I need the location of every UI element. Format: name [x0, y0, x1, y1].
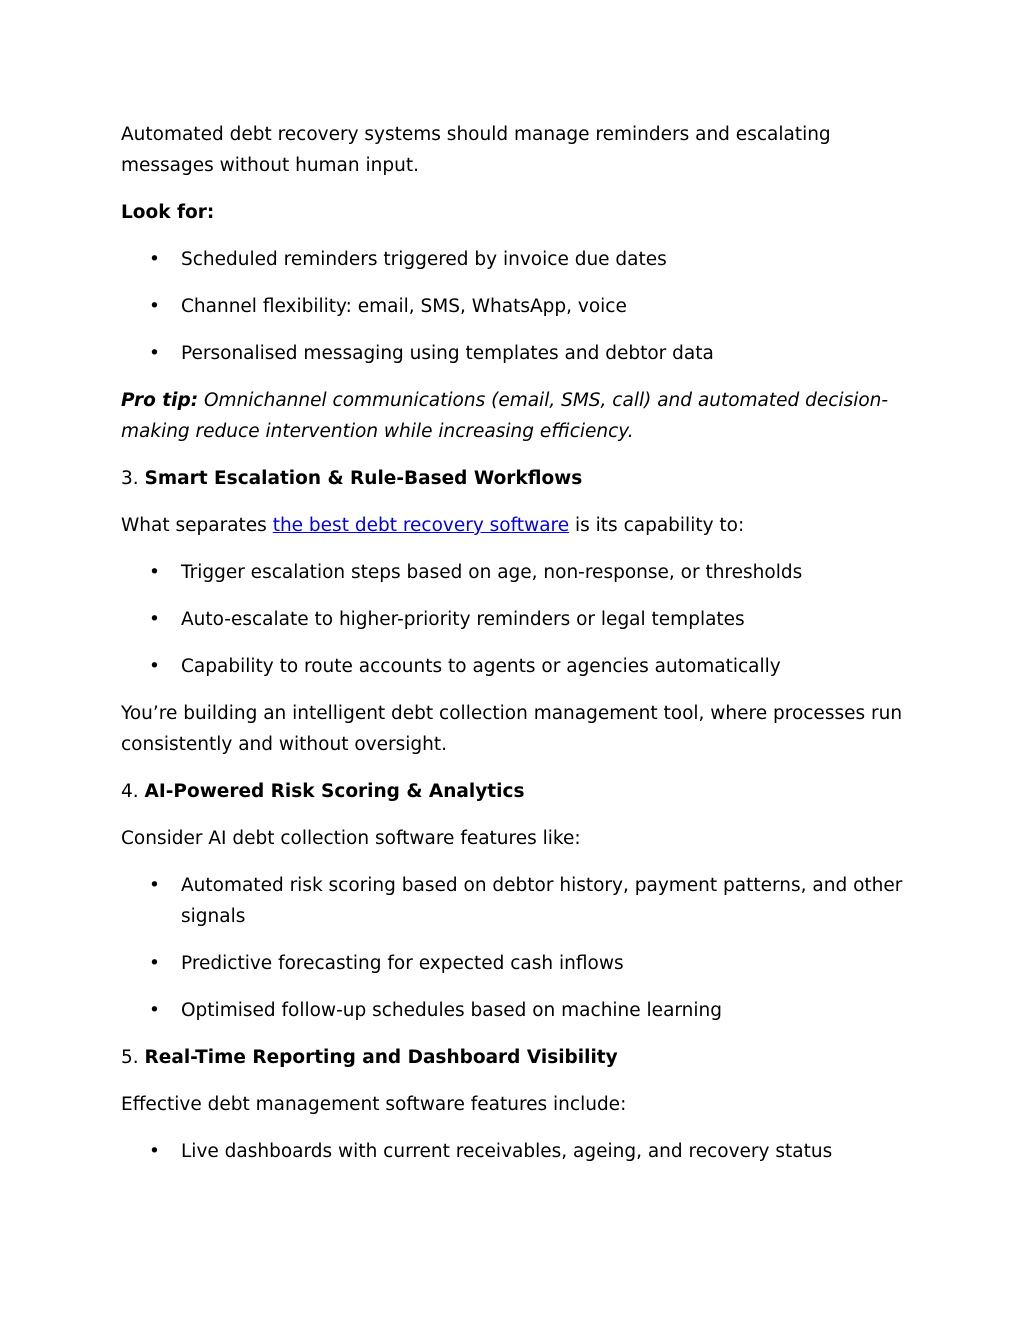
section-4-lead: Consider AI debt collection software features like:: [121, 828, 581, 849]
section-3-list: [121, 557, 911, 682]
section-5-lead: Effective debt management software features include:: [121, 1094, 627, 1115]
document-page: [121, 119, 911, 1183]
pro-tip-label: Pro tip:: [121, 390, 199, 411]
section-number: 4.: [121, 781, 139, 802]
section-number: 5.: [121, 1047, 139, 1068]
section-5-heading: [121, 1042, 911, 1073]
lead-text: is its capability to:: [569, 515, 745, 536]
look-for-heading: Look for:: [121, 202, 215, 223]
pro-tip-text: Omnichannel communications (email, SMS, call) and automated decision-making reduce intervention while increasing efficiency.: [121, 390, 889, 442]
list-item: • Trigger escalation steps based on age, non-response, or thresholds: [181, 557, 911, 588]
section-4-heading: [121, 776, 911, 807]
section-5-list: [121, 1136, 911, 1167]
lead-text: What separates: [121, 515, 273, 536]
list-item: • Personalised messaging using templates and debtor data: [181, 338, 911, 369]
section-3-closing: You’re building an intelligent debt collection management tool, where processes run consistently and without oversight.: [121, 703, 903, 755]
pro-tip-paragraph: [121, 385, 911, 447]
list-item: • Channel flexibility: email, SMS, WhatsApp, voice: [181, 291, 911, 322]
section-title: Real-Time Reporting and Dashboard Visibility: [144, 1047, 618, 1068]
best-debt-recovery-software-link[interactable]: the best debt recovery software: [272, 515, 570, 536]
list-item: • Capability to route accounts to agents or agencies automatically: [181, 651, 911, 682]
list-item: • Live dashboards with current receivables, ageing, and recovery status: [181, 1136, 911, 1167]
section-number: 3.: [121, 468, 139, 489]
section-3-lead: [121, 510, 911, 541]
section-title: Smart Escalation & Rule-Based Workflows: [144, 468, 583, 489]
list-item: • Automated risk scoring based on debtor history, payment patterns, and other signals: [181, 870, 911, 932]
section-title: AI-Powered Risk Scoring & Analytics: [144, 781, 525, 802]
section-4-list: [121, 870, 911, 1026]
intro-paragraph: Automated debt recovery systems should manage reminders and escalating messages without human input.: [121, 124, 831, 176]
list-item: • Optimised follow-up schedules based on machine learning: [181, 995, 911, 1026]
list-item: • Auto-escalate to higher-priority reminders or legal templates: [181, 604, 911, 635]
look-for-list: [121, 244, 911, 369]
section-3-heading: [121, 463, 911, 494]
list-item: • Predictive forecasting for expected cash inflows: [181, 948, 911, 979]
list-item: • Scheduled reminders triggered by invoice due dates: [181, 244, 911, 275]
